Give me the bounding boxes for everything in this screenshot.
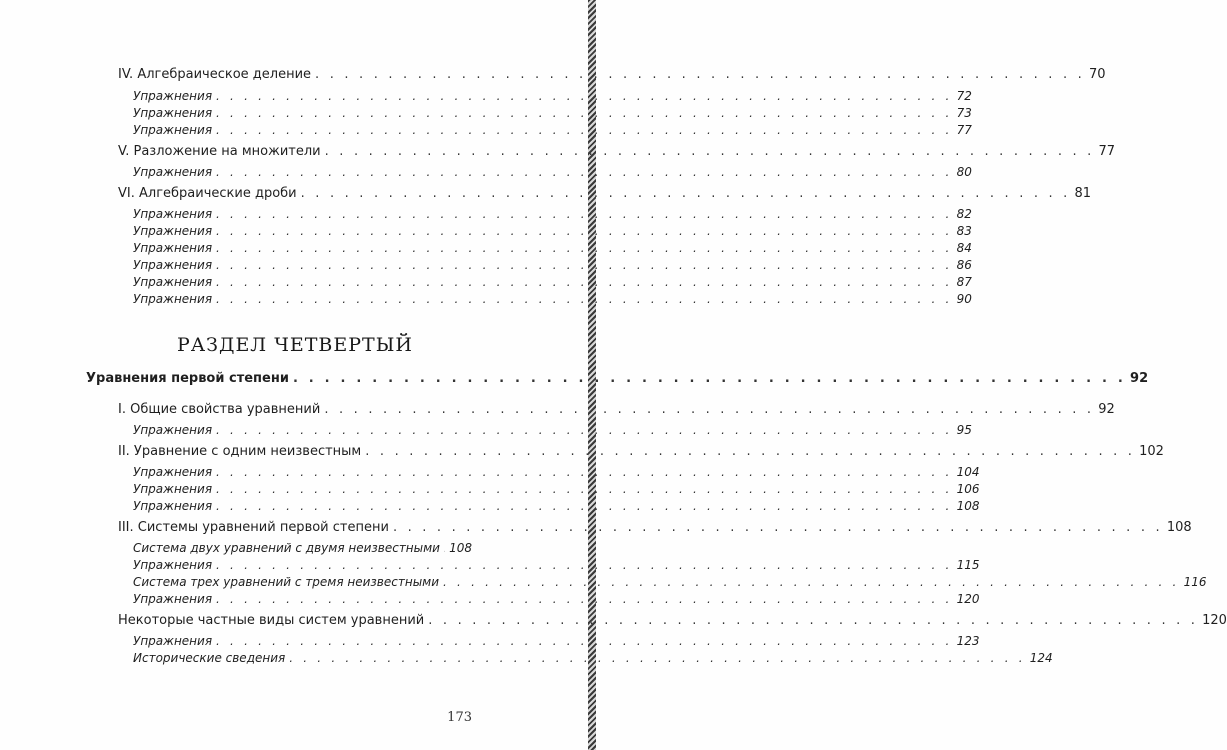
toc-label: Упражнения — [133, 482, 213, 496]
toc-page: 95 — [956, 423, 972, 437]
toc-page: 77 — [956, 123, 972, 137]
dot-leader: . . . . . . . . . . . . . . . . . . . . . . . . . . . . . . . . . . . . . . . . . . . . . . . . . . . . . — [216, 241, 953, 255]
dot-leader: . . . . . . . . . . . . . . . . . . . . . . . . . . . . . . . . . . . . . . . . . . . . . . . . . . . . . — [216, 224, 953, 238]
toc-page: 106 — [956, 482, 980, 496]
toc-entry-exercise — [133, 465, 980, 479]
toc-label: IV. Алгебраическое деление — [118, 67, 312, 82]
toc-entry-chapter — [118, 67, 1106, 82]
toc-label: Упражнения — [133, 207, 213, 221]
dot-leader: . . . . . . . . . . . . . . . . . . . . . . . . . . . . . . . . . . . . . . . . . . . . . . . . . . . . . — [216, 592, 953, 606]
toc-page: 120 — [1202, 613, 1227, 628]
toc-entry-exercise — [133, 224, 972, 238]
toc-label: Исторические сведения — [133, 651, 286, 665]
toc-entry-exercise — [133, 592, 980, 606]
toc-entry-exercise — [133, 165, 972, 179]
toc-label: Система двух уравнений с двумя неизвестными — [133, 541, 440, 555]
toc-page: 102 — [1139, 444, 1164, 459]
toc-label: Упражнения — [133, 165, 213, 179]
dot-leader: . . . . . . . . . . . . . . . . . . . . . . . . . . . . . . . . . . . . . . . . . . . . . . . . . . . . . — [324, 402, 1095, 417]
toc-page: 72 — [956, 89, 972, 103]
toc-page: 123 — [956, 634, 980, 648]
toc-entry-subsection — [133, 651, 1053, 665]
toc-page: 81 — [1074, 186, 1092, 201]
toc-label: Упражнения — [133, 292, 213, 306]
toc-entry-exercise — [133, 106, 972, 120]
toc-entry-exercise — [133, 207, 972, 221]
toc-label: Упражнения — [133, 423, 213, 437]
dot-leader: . . . . . . . . . . . . . . . . . . . . . . . . . . . . . . . . . . . . . . . . . . . . . . . . . . . . . — [216, 499, 953, 513]
dot-leader: . . . . . . . . . . . . . . . . . . . . . . . . . . . . . . . . . . . . . . . . . . . . . . . . . . . . . — [292, 371, 1127, 386]
toc-entry-chapter — [118, 444, 1164, 459]
toc-page: 108 — [1166, 520, 1192, 535]
toc-page: 108 — [956, 499, 980, 513]
dot-leader: . . . . . . . . . . . . . . . . . . . . . . . . . . . . . . . . . . . . . . . . . . . . . . . . . . . . . — [428, 613, 1199, 628]
toc-page: 77 — [1098, 144, 1116, 159]
toc-label: Упражнения — [133, 634, 213, 648]
dot-leader: . . . . . . . . . . . . . . . . . . . . . . . . . . . . . . . . . . . . . . . . . . . . . . . . . . . . . — [324, 144, 1095, 159]
toc-label: Упражнения — [133, 123, 213, 137]
dot-leader: . . . . . . . . . . . . . . . . . . . . . . . . . . . . . . . . . . . . . . . . . . . . . . . . . . . . . — [216, 123, 953, 137]
toc-label: III. Системы уравнений первой степени — [118, 520, 389, 535]
dot-leader: . . . . . . . . . . . . . . . . . . . . . . . . . . . . . . . . . . . . . . . . . . . . . . . . . . . . . — [365, 444, 1136, 459]
toc-label: Упражнения — [133, 106, 213, 120]
toc-label: Упражнения — [133, 499, 213, 513]
toc-entry-exercise — [133, 499, 980, 513]
toc-entry-exercise — [133, 241, 972, 255]
toc-label: Некоторые частные виды систем уравнений — [118, 613, 425, 628]
toc-label: II. Уравнение с одним неизвестным — [118, 444, 362, 459]
dot-leader: . . . . . . . . . . . . . . . . . . . . . . . . . . . . . . . . . . . . . . . . . . . . . . . . . . . . . — [216, 207, 953, 221]
toc-page: 115 — [956, 558, 980, 572]
toc-page: 70 — [1088, 67, 1106, 82]
toc-label: V. Разложение на множители — [118, 144, 321, 159]
toc-page: 87 — [956, 275, 972, 289]
toc-label: Упражнения — [133, 241, 213, 255]
toc-entry-exercise — [133, 89, 972, 103]
toc-entry-part — [86, 371, 1149, 386]
toc-label: Упражнения — [133, 224, 213, 238]
toc-label: Упражнения — [133, 89, 213, 103]
dot-leader: . . . . . . . . . . . . . . . . . . . . . . . . . . . . . . . . . . . . . . . . . . . . . . . . . . . . . — [216, 89, 953, 103]
toc-entry-exercise — [133, 558, 980, 572]
toc-page: 92 — [1098, 402, 1115, 417]
dot-leader: . . . . . . . . . . . . . . . . . . . . . . . . . . . . . . . . . . . . . . . . . . . . . . . . . . . . . — [216, 258, 953, 272]
toc-entry-chapter — [118, 613, 1227, 628]
toc-entry-exercise — [133, 423, 972, 437]
toc-page: 108 — [449, 541, 472, 555]
toc-label: Упражнения — [133, 558, 213, 572]
toc-entry-exercise — [133, 634, 980, 648]
toc-entry-chapter — [118, 144, 1116, 159]
toc-entry-exercise — [133, 123, 972, 137]
toc-page: 124 — [1029, 651, 1053, 665]
dot-leader: . . . . . . . . . . . . . . . . . . . . . . . . . . . . . . . . . . . . . . . . . . . . . . . . . . . . . — [300, 186, 1071, 201]
section-title: РАЗДЕЛ ЧЕТВЕРТЫЙ — [176, 334, 413, 356]
toc-page: 86 — [956, 258, 972, 272]
toc-entry-chapter — [118, 520, 1192, 535]
toc-page: 80 — [956, 165, 972, 179]
dot-leader — [444, 541, 445, 555]
dot-leader: . . . . . . . . . . . . . . . . . . . . . . . . . . . . . . . . . . . . . . . . . . . . . . . . . . . . . — [216, 465, 953, 479]
dot-leader: . . . . . . . . . . . . . . . . . . . . . . . . . . . . . . . . . . . . . . . . . . . . . . . . . . . . . — [216, 423, 953, 437]
toc-page: 120 — [956, 592, 980, 606]
toc-page: 92 — [1130, 371, 1149, 386]
toc-entry-subsection — [133, 541, 472, 555]
toc-page: 104 — [956, 465, 980, 479]
toc-label: VI. Алгебраические дроби — [118, 186, 297, 201]
toc-entry-chapter — [118, 186, 1092, 201]
toc-entry-exercise — [133, 292, 972, 306]
page-number: 173 — [447, 710, 472, 725]
toc-label: I. Общие свойства уравнений — [118, 402, 321, 417]
toc-entry-subsection — [133, 575, 1207, 589]
toc-page: 82 — [956, 207, 972, 221]
toc-page: 116 — [1183, 575, 1207, 589]
dot-leader: . . . . . . . . . . . . . . . . . . . . . . . . . . . . . . . . . . . . . . . . . . . . . . . . . . . . . — [392, 520, 1163, 535]
toc-entry-exercise — [133, 258, 972, 272]
toc-label: Упражнения — [133, 258, 213, 272]
toc-entry-exercise — [133, 275, 972, 289]
toc-page: 83 — [956, 224, 972, 238]
toc-page: 84 — [956, 241, 972, 255]
toc-page: 73 — [956, 106, 972, 120]
toc-entry-chapter — [118, 402, 1115, 417]
toc-page: 90 — [956, 292, 972, 306]
toc-label: Упражнения — [133, 592, 213, 606]
dot-leader: . . . . . . . . . . . . . . . . . . . . . . . . . . . . . . . . . . . . . . . . . . . . . . . . . . . . . — [289, 651, 1026, 665]
dot-leader: . . . . . . . . . . . . . . . . . . . . . . . . . . . . . . . . . . . . . . . . . . . . . . . . . . . . . — [216, 275, 953, 289]
toc-label: Упражнения — [133, 275, 213, 289]
dot-leader: . . . . . . . . . . . . . . . . . . . . . . . . . . . . . . . . . . . . . . . . . . . . . . . . . . . . . — [216, 106, 953, 120]
toc-label: Уравнения первой степени — [86, 371, 289, 386]
dot-leader: . . . . . . . . . . . . . . . . . . . . . . . . . . . . . . . . . . . . . . . . . . . . . . . . . . . . . — [216, 634, 953, 648]
toc-label: Система трех уравнений с тремя неизвестными — [133, 575, 440, 589]
toc-entry-exercise — [133, 482, 980, 496]
dot-leader: . . . . . . . . . . . . . . . . . . . . . . . . . . . . . . . . . . . . . . . . . . . . . . . . . . . . . — [315, 67, 1085, 82]
dot-leader: . . . . . . . . . . . . . . . . . . . . . . . . . . . . . . . . . . . . . . . . . . . . . . . . . . . . . — [216, 165, 953, 179]
dot-leader: . . . . . . . . . . . . . . . . . . . . . . . . . . . . . . . . . . . . . . . . . . . . . . . . . . . . . — [216, 558, 953, 572]
dot-leader: . . . . . . . . . . . . . . . . . . . . . . . . . . . . . . . . . . . . . . . . . . . . . . . . . . . . . — [443, 575, 1180, 589]
toc-label: Упражнения — [133, 465, 213, 479]
dot-leader: . . . . . . . . . . . . . . . . . . . . . . . . . . . . . . . . . . . . . . . . . . . . . . . . . . . . . — [216, 482, 953, 496]
dot-leader: . . . . . . . . . . . . . . . . . . . . . . . . . . . . . . . . . . . . . . . . . . . . . . . . . . . . . — [216, 292, 953, 306]
